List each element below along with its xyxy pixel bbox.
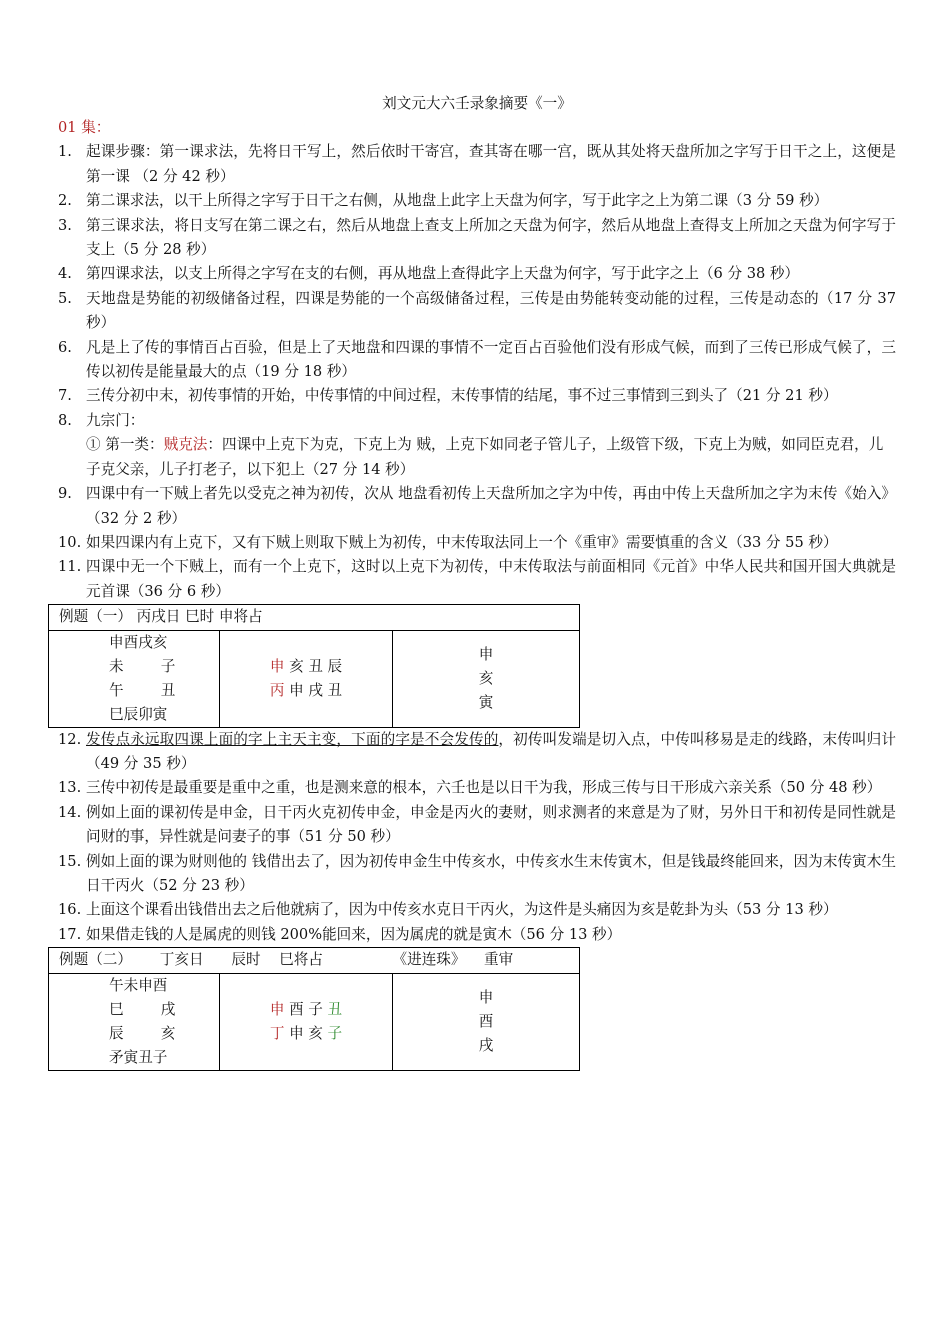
- transmission-char: 亥: [478, 669, 494, 687]
- board-row: 申酉戌亥: [109, 633, 168, 651]
- item-text: 第三课求法，将日支写在第二课之右，然后从地盘上查支上所加之天盘为何字，然后从地盘上查得支上所加之天盘为何字写于支上（5 分 28 秒）: [86, 216, 896, 259]
- item-text: 九宗门：: [86, 411, 145, 429]
- item-number: 1.: [58, 143, 72, 161]
- item-number: 3.: [58, 216, 72, 234]
- list-item: [58, 482, 896, 531]
- item-text: 四课中有一下贼上者先以受克之神为初传，次从 地盘看初传上天盘所加之字为中传，再由中传上天盘所加之字为末传《始入》（32 分 2 秒）: [86, 485, 896, 527]
- subsection-keyword: 贼克法: [163, 436, 208, 454]
- item-text: 凡是上了传的事情百占百验，但是上了天地盘和四课的事情不一定百占百验他们没有形成气候，而到了三传已形成气候了，三传以初传是能量最大的点（19 分 18 秒）: [86, 338, 896, 381]
- example-1-board: [49, 630, 220, 727]
- lesson-char: 子: [327, 1024, 343, 1042]
- lessons-row: [220, 1022, 392, 1046]
- list-item: [58, 776, 896, 800]
- item-number: 15.: [58, 852, 82, 870]
- example-2-board: [49, 973, 220, 1070]
- list-item: [58, 287, 896, 336]
- board-row: 辰 亥: [109, 1024, 176, 1042]
- lesson-char: 申: [269, 1000, 285, 1018]
- item-text: 上面这个课看出钱借出去之后他就病了，因为中传亥水克日干丙火，为这件是头痛因为亥是乾卦为头（53 分 13 秒）: [86, 901, 838, 919]
- item-number: 9.: [58, 485, 72, 503]
- item-number: 13.: [58, 779, 82, 797]
- board-row: 巳辰卯寅: [109, 705, 168, 723]
- list-item: [58, 728, 896, 777]
- list-item: [58, 189, 896, 213]
- list-item: [58, 214, 896, 263]
- item-underlined-text: 发传点永远取四课上面的字上主天主变，下面的字是不会发传的: [86, 730, 499, 748]
- example-2-lessons: [220, 973, 393, 1070]
- lesson-chars: 申 戌 丑: [284, 681, 343, 699]
- item-number: 2.: [58, 192, 72, 210]
- board-row: 未 子: [109, 657, 176, 675]
- item-number: 17.: [58, 925, 82, 943]
- item-text: ，初传叫发端是切入点，中传叫移易是走的线路，末传叫归计（49 分 35 秒）: [86, 730, 896, 772]
- list-item: [58, 531, 896, 555]
- transmission-char: 酉: [478, 1012, 494, 1030]
- item-text: 天地盘是势能的初级储备过程，四课是势能的一个高级储备过程，三传是由势能转变动能的过程，三传是动态的（17 分 37 秒）: [86, 289, 896, 332]
- example-2-header: [49, 948, 580, 973]
- header-text: 例题（二） 丁亥日 辰时 巳将占 《进连珠》 重审: [59, 951, 514, 969]
- lesson-chars: 酉 子: [284, 1000, 328, 1018]
- item-number: 12.: [58, 730, 82, 748]
- lesson-chars: 亥 丑 辰: [284, 657, 343, 675]
- item-number: 16.: [58, 901, 82, 919]
- item-text: 例如上面的课为财则他的 钱借出去了，因为初传申金生中传亥水，中传亥水生末传寅木，但是钱最终能回来，因为末传寅木生日干丙火（52 分 23 秒）: [86, 852, 896, 894]
- item-number: 14.: [58, 803, 82, 821]
- item-list: [58, 482, 896, 604]
- transmission-char: 申: [478, 645, 494, 663]
- list-item: [58, 336, 896, 385]
- example-2-transmissions: [393, 973, 580, 1070]
- item-text: 三传中初传是最重要是重中之重，也是测来意的根本，六壬也是以日干为我，形成三传与日干形成六亲关系（50 分 48 秒）: [86, 779, 882, 797]
- example-1-transmissions: [393, 630, 580, 727]
- item-8-subsection: [58, 433, 896, 482]
- item-text: 如果四课内有上克下，又有下贼上则取下贼上为初传，中末传取法同上一个《重审》需要慎重的含义（33 分 55 秒）: [86, 533, 838, 551]
- item-text: 第四课求法，以支上所得之字写在支的右侧，再从地盘上查得此字上天盘为何字，写于此字之上（6 分 38 秒）: [86, 265, 800, 283]
- document-title: 刘文元大六壬录象摘要《一》: [382, 95, 572, 112]
- episode-label: 01 集：: [58, 119, 111, 136]
- list-item: [58, 801, 896, 850]
- item-number: 4.: [58, 265, 72, 283]
- item-list: [58, 776, 896, 947]
- item-text: 起课步骤：第一课求法，先将日干写上，然后依时干寄宫，查其寄在哪一宫，既从其处将天盘所加之字写于日干之上，这便是第一课 （2 分 42 秒）: [86, 143, 896, 185]
- list-item: [58, 850, 896, 899]
- lessons-row: [220, 655, 392, 679]
- lesson-char: 丙: [269, 681, 285, 699]
- lesson-chars: 申 亥: [284, 1024, 328, 1042]
- item-text: 如果借走钱的人是属虎的则钱 200%能回来，因为属虎的就是寅木（56 分 13 秒）: [86, 925, 622, 943]
- list-item: [58, 384, 896, 408]
- item-number: 6.: [58, 338, 72, 356]
- item-text: 四课中无一个下贼上，而有一个上克下，这时以上克下为初传，中末传取法与前面相同《元首》中华人民共和国开国大典就是元首课（36 分 6 秒）: [86, 558, 896, 600]
- item-number: 10.: [58, 533, 82, 551]
- subsection-prefix: ① 第一类：: [86, 436, 164, 454]
- board-row: 巳 戌: [109, 1000, 176, 1018]
- lesson-char: 丁: [269, 1024, 285, 1042]
- item-number: 5.: [58, 289, 72, 307]
- transmission-char: 寅: [478, 693, 494, 711]
- list-item: [58, 898, 896, 922]
- list-item: [58, 555, 896, 604]
- board-row: 午未申酉: [109, 976, 168, 994]
- document-page: [58, 92, 896, 1071]
- item-text: 第二课求法，以干上所得之字写于日干之右侧，从地盘上此字上天盘为何字，写于此字之上为第二课（3 分 59 秒）: [86, 192, 829, 210]
- list-item: [58, 262, 896, 286]
- item-number: 11.: [58, 558, 82, 576]
- item-number: 7.: [58, 387, 72, 405]
- subsection-text: ：四课中上克下为克，下克上为 贼，上克下如同老子管儿子，上级管下级，下克上为贼，如同臣克君，儿子克父亲，儿子打老子，以下犯上（27 分 14 秒）: [86, 436, 884, 478]
- board-row: 矛寅丑子: [109, 1048, 168, 1066]
- transmission-char: 戌: [478, 1036, 494, 1054]
- item-number: 8.: [58, 411, 72, 429]
- lessons-row: [220, 998, 392, 1022]
- item-text: 例如上面的课初传是申金，日干丙火克初传申金，申金是丙火的妻财，则求测者的来意是为了财，另外日干和初传是同性就是问财的事，异性就是问妻子的事（51 分 50 秒）: [86, 803, 896, 846]
- list-item: [58, 140, 896, 189]
- list-item: [58, 923, 896, 947]
- list-item: [58, 409, 896, 433]
- lesson-char: 丑: [327, 1000, 343, 1018]
- example-1-lessons: [220, 630, 393, 727]
- example-2-table: [48, 947, 580, 1070]
- transmission-char: 申: [478, 988, 494, 1006]
- item-list: [58, 140, 896, 433]
- example-1-table: [48, 604, 580, 727]
- example-1-header: 例题（一） 丙戌日 巳时 申将占: [49, 605, 580, 630]
- lessons-row: [220, 679, 392, 703]
- lesson-char: 申: [269, 657, 285, 675]
- board-row: 午 丑: [109, 681, 176, 699]
- item-text: 三传分初中末，初传事情的开始，中传事情的中间过程，末传事情的结尾，事不过三事情到三到头了（21 分 21 秒）: [86, 387, 838, 405]
